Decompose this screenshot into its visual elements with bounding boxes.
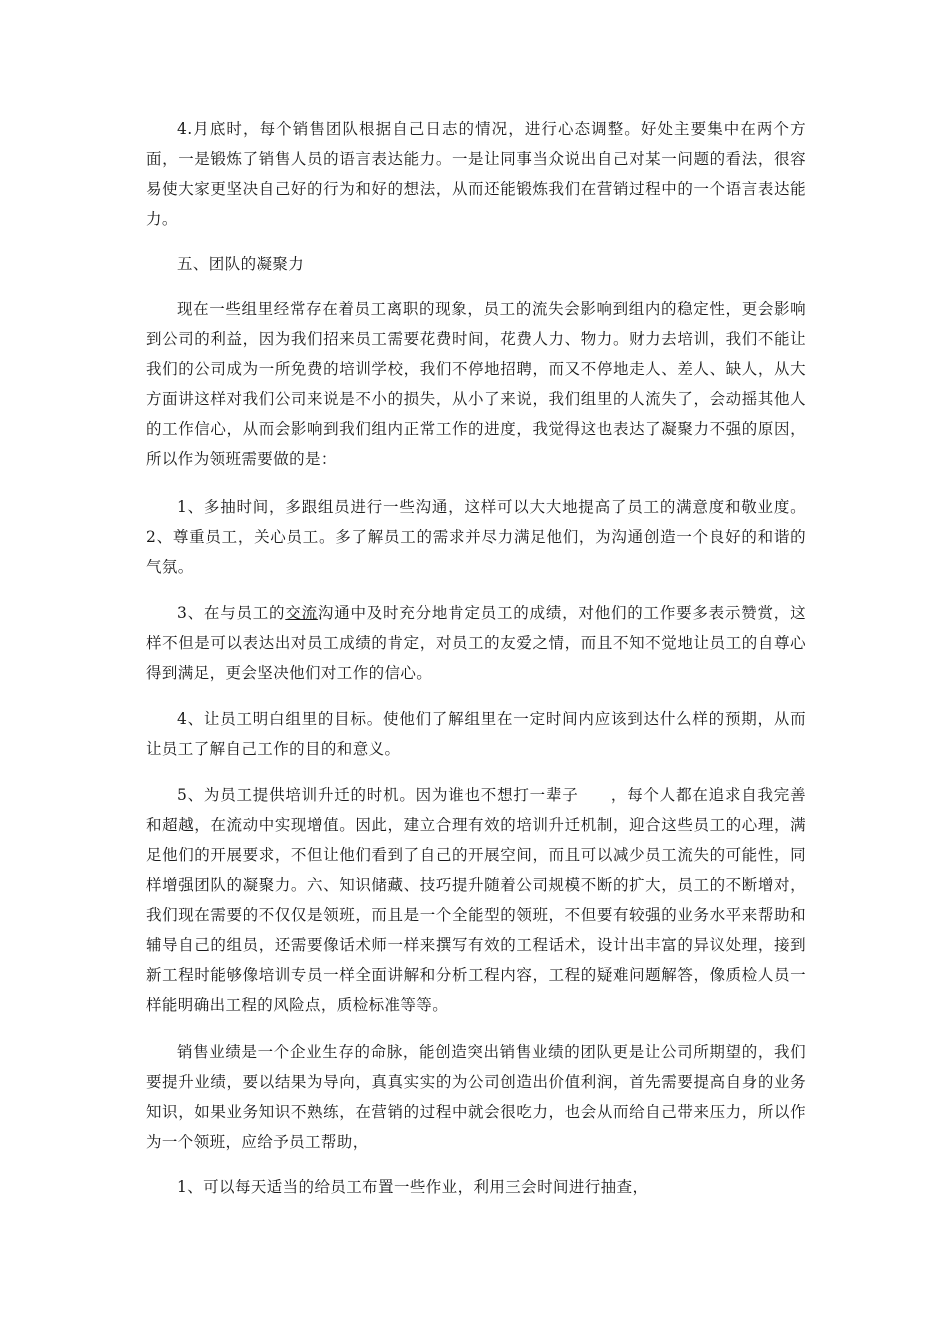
paragraph-communication-respect: 1、多抽时间，多跟组员进行一些沟通，这样可以大大地提高了员工的满意度和敬业度。2、尊重员工，关心员工。多了解员工的需求并尽力满足他们，为沟通创造一个良好的和谐的气氛。 [146,498,806,576]
paragraph-text: ，每个人都在追求自我完善和超越，在流动中实现增值。因此，建立合理有效的培训升迁机制，迎合这些员工的心理，满足他们的开展要求，不但让他们看到了自己的开展空间，而且可以减少员工流失的可能性，同样增强团队的凝聚力。六、知识储藏、技巧提升随着公司规模不断的扩大，员工的不断增对，我们现在需要的不仅仅是领班，而且是一个全能型的领班，不但要有较强的业务水平来帮助和辅导自己的组员，还需要像话术师一样来撰写有效的工程话术，设计出丰富的异议处理，接到新工程时能够像培训专员一样全面讲解和分析工程内容，工程的疑难问题解答，像质检人员一样能明确出工程的风险点，质检标准等等。 [146,786,806,1014]
paragraph-text: 5、为员工提供培训升迁的时机。因为谁也不想打一辈子 [177,786,579,804]
paragraph-training-promotion [146,780,806,1020]
paragraph-team-goals: 4、让员工明白组里的目标。使他们了解组里在一定时间内应该到达什么样的预期，从而让员工了解自己工作的目的和意义。 [146,710,806,758]
paragraph-affirm-achievements [146,598,806,688]
paragraph-staff-turnover: 现在一些组里经常存在着员工离职的现象，员工的流失会影响到组内的稳定性，更会影响到公司的利益，因为我们招来员工需要花费时间，花费人力、物力。财力去培训，我们不能让我们的公司成为一所免费的培训学校，我们不停地招聘，而又不停地走人、差人、缺人，从大方面讲这样对我们公司来说是不小的损失，从小了来说，我们组里的人流失了，会动摇其他人的工作信心，从而会影响到我们组内正常工作的进度，我觉得这也表达了凝聚力不强的原因，所以作为领班需要做的是： [146,300,806,468]
paragraph-text: 沟通中及时充分地肯定员工的成绩，对他们的工作要多表示赞赏，这样不但是可以表达出对员工成绩的肯定，对员工的友爱之情，而且不知不觉地让员工的自尊心得到满足，更会坚决他们对工作的信心。 [146,604,806,682]
paragraph-text: 3、在与员工的 [177,604,286,622]
paragraph-month-end-adjustment: 4.月底时，每个销售团队根据自己日志的情况，进行心态调整。好处主要集中在两个方面，一是锻炼了销售人员的语言表达能力。一是让同事当众说出自己对某一问题的看法，很容易使大家更坚决自己好的行为和好的想法，从而还能锻炼我们在营销过程中的一个语言表达能力。 [146,120,806,228]
paragraph-sales-performance: 销售业绩是一个企业生存的命脉，能创造突出销售业绩的团队更是让公司所期望的，我们要提升业绩，要以结果为导向，真真实实的为公司创造出价值利润，首先需要提高自身的业务知识，如果业务知识不熟练，在营销的过程中就会很吃力，也会从而给自己带来压力，所以作为一个领班，应给予员工帮助， [146,1043,806,1151]
paragraph-daily-homework: 1、可以每天适当的给员工布置一些作业，利用三会时间进行抽查， [177,1178,649,1196]
exchange-link[interactable]: 交流 [285,604,318,622]
section-heading-team-cohesion: 五、团队的凝聚力 [177,255,305,273]
